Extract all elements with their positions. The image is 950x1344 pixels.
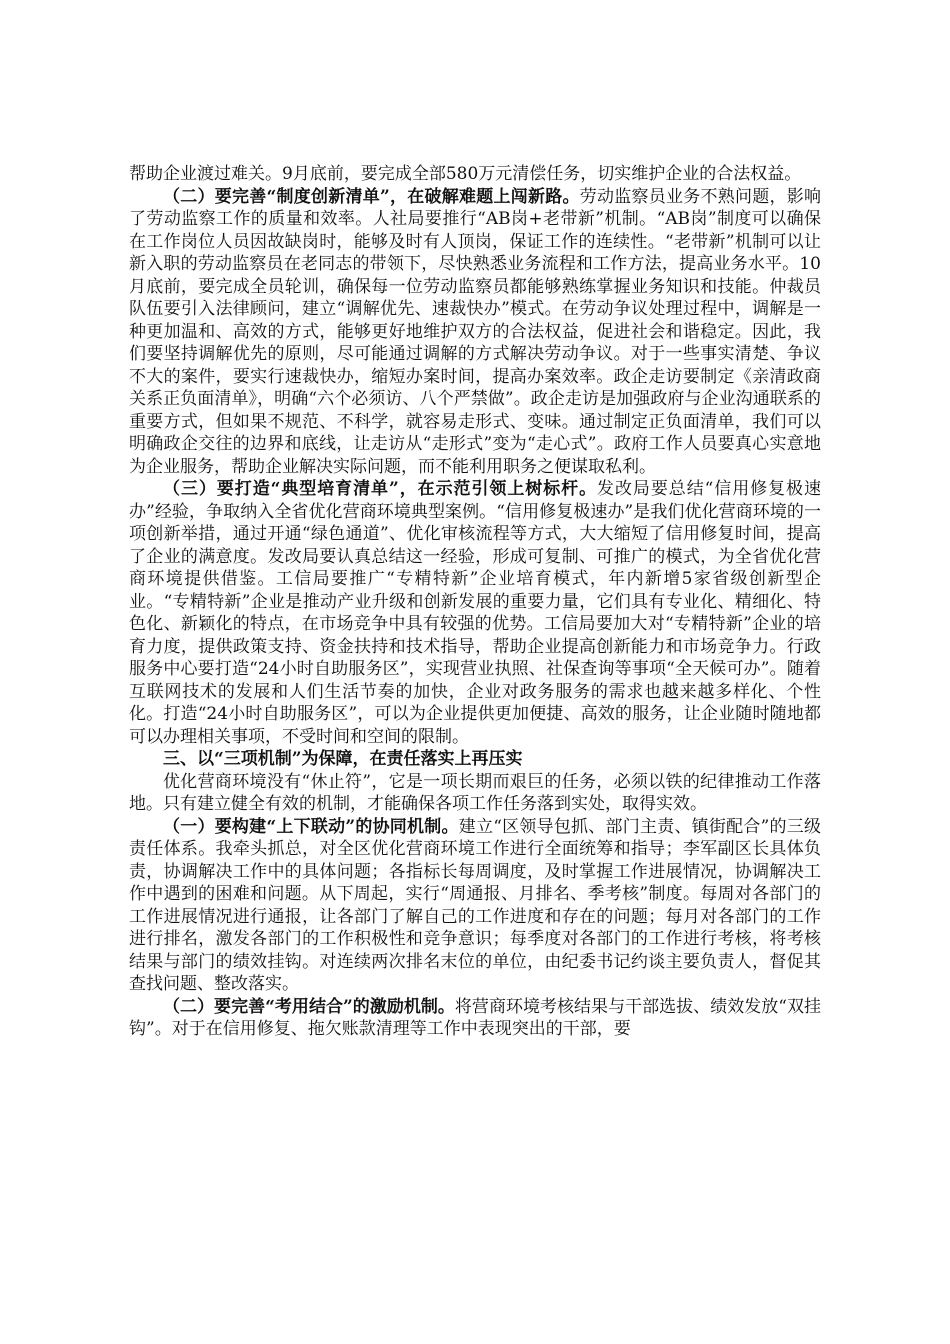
paragraph-1-text: 帮助企业渡过难关。9月底前，要完成全部580万元清偿任务，切实维护企业的合法权益。 — [129, 164, 802, 184]
paragraph-4 — [129, 771, 821, 816]
paragraph-5-text: 建立“区领导包抓、部门主责、镇街配合”的三级责任体系。我牵头抓总，对全区优化营商环境工作进行全面统筹和指导；李军副区长具体负责，协调解决工作中的具体问题；各指标长每周调度，及时掌握工作进展情况，协调解决工作中遇到的困难和问题。从下周起，实行“周通报、月排名、季考核”制度。每周对各部门的工作进展情况进行通报，让各部门了解自己的工作进度和存在的问题；每月对各部门的工作进行排名，激发各部门的工作积极性和竞争意识；每季度对各部门的工作进行考核，将考核结果与部门的绩效挂钩。对连续两次排名末位的单位，由纪委书记约谈主要负责人，督促其查找问题、整改落实。 — [129, 816, 821, 994]
paragraph-6-lead: （二）要完善“考用结合”的激励机制。 — [163, 996, 455, 1017]
paragraph-3-lead: （三）要打造“典型培育清单”，在示范引领上树标杆。 — [163, 479, 598, 499]
paragraph-1 — [129, 163, 821, 186]
paragraph-2 — [129, 186, 821, 479]
section-heading: 三、以“三项机制”为保障，在责任落实上再压实 — [163, 749, 523, 769]
paragraph-3 — [129, 478, 821, 748]
paragraph-5 — [129, 816, 821, 996]
paragraph-6-text: 将营商环境考核结果与干部选拔、绩效发放“双挂钩”。对于在信用修复、拖欠账款清理等工作中表现突出的干部，要 — [129, 996, 821, 1039]
document-page — [129, 163, 821, 1041]
paragraph-5-lead: （一）要构建“上下联动”的协同机制。 — [163, 816, 459, 837]
paragraph-6 — [129, 996, 821, 1041]
paragraph-4-text: 优化营商环境没有“休止符”，它是一项长期而艰巨的任务，必须以铁的纪律推动工作落地。只有建立健全有效的机制，才能确保各项工作任务落到实处，取得实效。 — [129, 771, 821, 814]
paragraph-2-text: 劳动监察员业务不熟问题，影响了劳动监察工作的质量和效率。人社局要推行“AB岗+老带新”机制。“AB岗”制度可以确保在工作岗位人员因故缺岗时，能够及时有人顶岗，保证工作的连续性。“老带新”机制可以让新入职的劳动监察员在老同志的带领下，尽快熟悉业务流程和工作方法，提高业务水平。10月底前，要完成全员轮训，确保每一位劳动监察员都能够熟练掌握业务知识和技能。仲裁员队伍要引入法律顾问，建立“调解优先、速裁快办”模式。在劳动争议处理过程中，调解是一种更加温和、高效的方式，能够更好地维护双方的合法权益，促进社会和谐稳定。因此，我们要坚持调解优先的原则，尽可能通过调解的方式解决劳动争议。对于一些事实清楚、争议不大的案件，要实行速裁快办，缩短办案时间，提高办案效率。政企走访要制定《亲清政商关系正负面清单》，明确“六个必须访、八个严禁做”。政企走访是加强政府与企业沟通联系的重要方式，但如果不规范、不科学，就容易走形式、变味。通过制定正负面清单，我们可以明确政企交往的边界和底线，让走访从“走形式”变为“走心式”。政府工作人员要真心实意地为企业服务，帮助企业解决实际问题，而不能利用职务之便谋取私利。 — [129, 186, 821, 477]
paragraph-3-text: 发改局要总结“信用修复极速办”经验，争取纳入全省优化营商环境典型案例。“信用修复极速办”是我们优化营商环境的一项创新举措，通过开通“绿色通道”、优化审核流程等方式，大大缩短了信用修复时间，提高了企业的满意度。发改局要认真总结这一经验，形成可复制、可推广的模式，为全省优化营商环境提供借鉴。工信局要推广“专精特新”企业培育模式，年内新增5家省级创新型企业。“专精特新”企业是推动产业升级和创新发展的重要力量，它们具有专业化、精细化、特色化、新颖化的特点，在市场竞争中具有较强的优势。工信局要加大对“专精特新”企业的培育力度，提供政策支持、资金扶持和技术指导，帮助企业提高创新能力和市场竞争力。行政服务中心要打造“24小时自助服务区”，实现营业执照、社保查询等事项“全天候可办”。随着互联网技术的发展和人们生活节奏的加快，企业对政务服务的需求也越来越多样化、个性化。打造“24小时自助服务区”，可以为企业提供更加便捷、高效的服务，让企业随时随地都可以办理相关事项，不受时间和空间的限制。 — [129, 479, 821, 747]
paragraph-2-lead: （二）要完善“制度创新清单”，在破解难题上闯新路。 — [163, 186, 580, 207]
